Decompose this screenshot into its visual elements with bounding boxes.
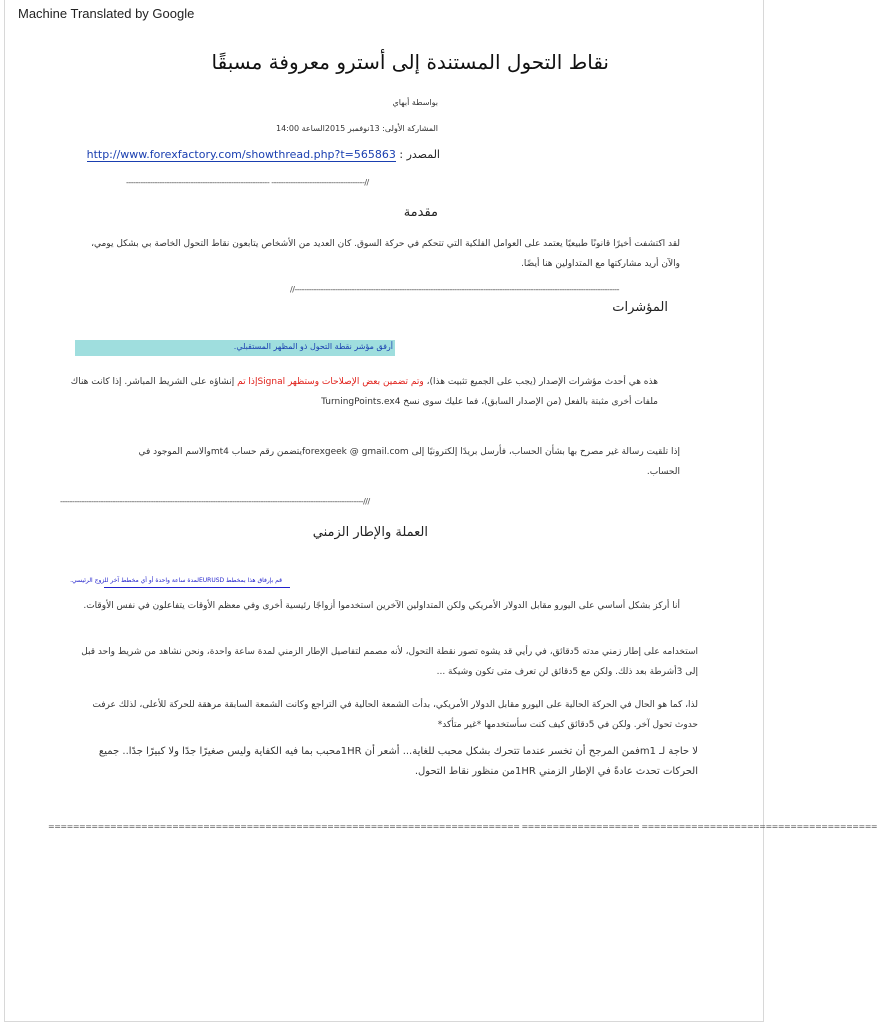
intro-paragraph: لقد اكتشفت أخيرًا قانونًا طبيعيًا يعتمد على العوامل الفلكية التي تتحكم في حركة السوق. كان العديد من الأشخاص يتابعون نقاط التحول الخاصة بي بشكل يومي، والآن أريد مشاركتها مع المتداولين هنا أيضًا. <box>91 239 680 269</box>
divider-2: //---------------------------------------------------------------------------------------------------------------------------------------- <box>290 285 619 294</box>
attach-highlight <box>75 340 395 356</box>
intro-heading: مقدمة <box>403 205 438 220</box>
source-line <box>87 148 440 161</box>
currency-link-underline <box>104 587 290 588</box>
divider-3: -------------------------------------------------------------------------------------------------------------------------------/// <box>60 497 370 506</box>
posted-date: المشاركة الأولى: 13نوفمبر 2015الساعة 14:00 <box>276 124 438 133</box>
source-link[interactable]: http://www.forexfactory.com/showthread.php?t=565863 <box>86 148 396 161</box>
indicators-heading: المؤشرات <box>612 300 668 315</box>
machine-translated-header: Machine Translated by Google <box>18 6 195 21</box>
currency-paragraph-4: لا حاجة لـ m1فمن المرجح أن تخسر عندما تتحرك بشكل محبب للغاية... أشعر أن 1HRمحبب بما فيه الكفاية وليس صغيرًا جدًا ولا كبيرًا جدًا.. جميع الحركات تحدث عادةً في الإطار الزمني 1HRمن منظور نقاط التحول. <box>98 746 698 777</box>
currency-paragraph-2: استخدامه على إطار زمني مدته 5دقائق، في رأيي قد يشوه تصور نقطة التحول، لأنه مصمم لتفاصيل الإطار الزمني لمدة ساعة واحدة، ونحن نشاهد من شريط واحد قبل إلى 3أشرطة بعد ذلك. ولكن مع 5دقائق لن تعرف متى تكون وشيكة ... <box>81 647 698 677</box>
author-line: بواسطة أبهاي <box>392 98 438 107</box>
account-paragraph: إذا تلقيت رسالة غير مصرح بها بشأن الحساب، فأرسل بريدًا إلكترونيًا إلى forexgeek @ gmail.comيتضمن رقم حساب mt4والاسم الموجود في الحساب. <box>138 447 680 477</box>
indicators-text-b: إنشاؤه على الشريط المباشر. إذا كانت هناك ملفات أخرى مثبتة بالفعل (من الإصدار السابق)، فما عليك سوى نسخ TurningPoints.ex4 <box>70 377 658 407</box>
indicators-text-a: هذه هي أحدث مؤشرات الإصدار (يجب على الجميع تثبيت هذا)، <box>423 377 658 387</box>
source-label: المصدر : <box>399 148 440 161</box>
page-title: نقاط التحول المستندة إلى أسترو معروفة مسبقًا <box>211 50 609 74</box>
divider-4: ============================================================================ =================== ====================================== <box>48 822 877 831</box>
attach-text: أرفق مؤشر نقطة التحول ذو المظهر المستقبلي. <box>233 342 393 351</box>
currency-heading: العملة والإطار الزمني <box>312 525 428 540</box>
currency-paragraph-1: أنا أركز بشكل أساسي على اليورو مقابل الدولار الأمريكي ولكن المتداولين الآخرين استخدموا أزواجًا رئيسية أخرى وفي معظم الأوقات يتفاعلون في نفس الأوقات. <box>83 601 680 611</box>
indicators-text-red: وتم تضمين بعض الإصلاحات وستظهر Signalإذا تم <box>237 377 424 387</box>
currency-paragraph-3: لذا، كما هو الحال في الحركة الحالية على اليورو مقابل الدولار الأمريكي، بدأت الشمعة الحالية في التراجع وكانت الشمعة السابقة مرهقة للحركة للأعلى، لذلك عرفت حدوث تحول آخر. ولكن في 5دقائق كيف كنت سأستخدمها *غير متأكد* <box>92 700 698 730</box>
currency-link[interactable]: قم بإرفاق هذا بمخطط EURUSDلمدة ساعة واحدة أو أي مخطط آخر للزوج الرئيسي. <box>70 577 282 584</box>
indicators-paragraph <box>58 372 658 412</box>
divider-1: ------------------------------------------------------------ ---------------------------------------// <box>126 178 369 187</box>
